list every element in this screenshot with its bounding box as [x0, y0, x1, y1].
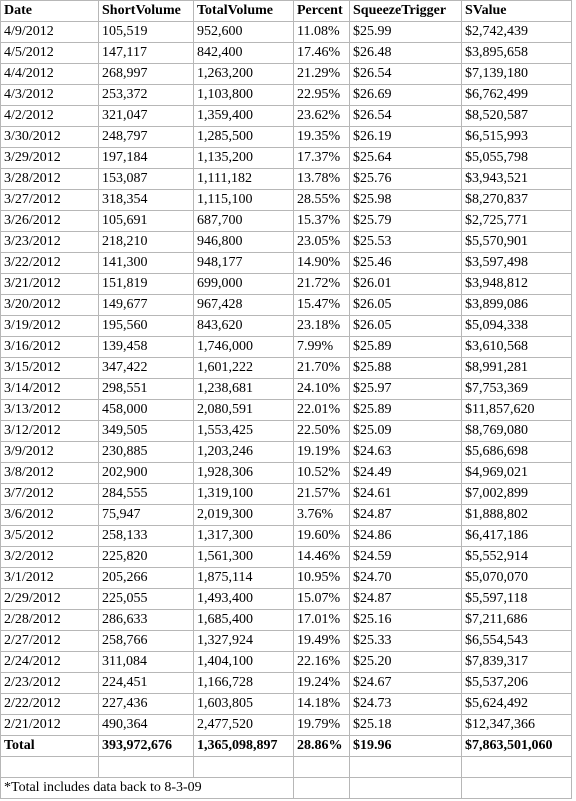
- cell-short-volume[interactable]: 318,354: [99, 190, 194, 211]
- cell-svalue[interactable]: $5,552,914: [462, 547, 572, 568]
- cell-squeeze-trigger[interactable]: $25.09: [350, 421, 462, 442]
- cell-squeeze-trigger[interactable]: $26.05: [350, 295, 462, 316]
- table-row: [1, 127, 572, 148]
- cell-squeeze-trigger[interactable]: $25.97: [350, 379, 462, 400]
- table-row: [1, 652, 572, 673]
- total-squeeze-trigger[interactable]: $19.96: [350, 736, 462, 757]
- total-percent[interactable]: 28.86%: [294, 736, 350, 757]
- cell-short-volume[interactable]: 75,947: [99, 505, 194, 526]
- table-row: [1, 526, 572, 547]
- table-row: [1, 43, 572, 64]
- cell-short-volume[interactable]: 202,900: [99, 463, 194, 484]
- cell-percent[interactable]: 28.55%: [294, 190, 350, 211]
- cell-percent[interactable]: 22.50%: [294, 421, 350, 442]
- cell-total-volume[interactable]: 1,493,400: [194, 589, 294, 610]
- cell-short-volume[interactable]: 311,084: [99, 652, 194, 673]
- cell-total-volume[interactable]: 952,600: [194, 22, 294, 43]
- table-row: [1, 400, 572, 421]
- cell-percent[interactable]: 17.37%: [294, 148, 350, 169]
- cell-short-volume[interactable]: 458,000: [99, 400, 194, 421]
- cell-percent[interactable]: 10.52%: [294, 463, 350, 484]
- cell-percent[interactable]: 24.10%: [294, 379, 350, 400]
- cell-percent[interactable]: 23.05%: [294, 232, 350, 253]
- cell-total-volume[interactable]: 1,238,681: [194, 379, 294, 400]
- cell-svalue[interactable]: $8,520,587: [462, 106, 572, 127]
- cell-percent[interactable]: 19.49%: [294, 631, 350, 652]
- cell-svalue[interactable]: $4,969,021: [462, 463, 572, 484]
- cell-squeeze-trigger[interactable]: $26.54: [350, 64, 462, 85]
- cell-percent[interactable]: 21.70%: [294, 358, 350, 379]
- table-row: [1, 316, 572, 337]
- cell-date[interactable]: 2/22/2012: [1, 694, 99, 715]
- cell-svalue[interactable]: $6,554,543: [462, 631, 572, 652]
- cell-total-volume[interactable]: 1,103,800: [194, 85, 294, 106]
- cell-squeeze-trigger[interactable]: $24.67: [350, 673, 462, 694]
- total-total-volume[interactable]: 1,365,098,897: [194, 736, 294, 757]
- cell-percent[interactable]: 22.01%: [294, 400, 350, 421]
- cell-svalue[interactable]: $5,624,492: [462, 694, 572, 715]
- table-row: [1, 673, 572, 694]
- cell-svalue[interactable]: $7,211,686: [462, 610, 572, 631]
- cell-short-volume[interactable]: 227,436: [99, 694, 194, 715]
- cell-total-volume[interactable]: 967,428: [194, 295, 294, 316]
- cell-squeeze-trigger[interactable]: $25.89: [350, 400, 462, 421]
- cell-total-volume[interactable]: 1,928,306: [194, 463, 294, 484]
- cell-date[interactable]: 4/9/2012: [1, 22, 99, 43]
- cell-total-volume[interactable]: 1,685,400: [194, 610, 294, 631]
- total-label[interactable]: Total: [1, 736, 99, 757]
- table-row: [1, 274, 572, 295]
- cell-short-volume[interactable]: 286,633: [99, 610, 194, 631]
- header-row: [1, 1, 572, 22]
- cell-squeeze-trigger[interactable]: $24.59: [350, 547, 462, 568]
- cell-date[interactable]: 2/23/2012: [1, 673, 99, 694]
- cell-date[interactable]: 4/2/2012: [1, 106, 99, 127]
- cell-percent[interactable]: 13.78%: [294, 169, 350, 190]
- cell[interactable]: [462, 778, 572, 799]
- cell-date[interactable]: 4/4/2012: [1, 64, 99, 85]
- cell-svalue[interactable]: $11,857,620: [462, 400, 572, 421]
- cell-short-volume[interactable]: 151,819: [99, 274, 194, 295]
- cell-percent[interactable]: 21.29%: [294, 64, 350, 85]
- cell-svalue[interactable]: $3,943,521: [462, 169, 572, 190]
- cell-squeeze-trigger[interactable]: $26.19: [350, 127, 462, 148]
- cell-svalue[interactable]: $6,417,186: [462, 526, 572, 547]
- cell-squeeze-trigger[interactable]: $26.69: [350, 85, 462, 106]
- cell-date[interactable]: 3/28/2012: [1, 169, 99, 190]
- cell-svalue[interactable]: $5,094,338: [462, 316, 572, 337]
- cell-svalue[interactable]: $2,725,771: [462, 211, 572, 232]
- cell-date[interactable]: 3/19/2012: [1, 316, 99, 337]
- table-row: [1, 484, 572, 505]
- header-svalue[interactable]: SValue: [462, 1, 572, 22]
- table-row: [1, 22, 572, 43]
- cell[interactable]: [99, 757, 194, 778]
- cell[interactable]: [462, 757, 572, 778]
- cell-percent[interactable]: 19.79%: [294, 715, 350, 736]
- cell-total-volume[interactable]: 699,000: [194, 274, 294, 295]
- cell-date[interactable]: 3/6/2012: [1, 505, 99, 526]
- cell-svalue[interactable]: $3,610,568: [462, 337, 572, 358]
- cell-percent[interactable]: 17.01%: [294, 610, 350, 631]
- cell-squeeze-trigger[interactable]: $26.01: [350, 274, 462, 295]
- cell-short-volume[interactable]: 258,766: [99, 631, 194, 652]
- table-row: [1, 631, 572, 652]
- cell-percent[interactable]: 15.47%: [294, 295, 350, 316]
- cell-total-volume[interactable]: 1,263,200: [194, 64, 294, 85]
- cell-percent[interactable]: 22.16%: [294, 652, 350, 673]
- cell-date[interactable]: 3/14/2012: [1, 379, 99, 400]
- cell-short-volume[interactable]: 284,555: [99, 484, 194, 505]
- cell-date[interactable]: 3/20/2012: [1, 295, 99, 316]
- table-row: [1, 85, 572, 106]
- table-row: [1, 589, 572, 610]
- cell-squeeze-trigger[interactable]: $25.20: [350, 652, 462, 673]
- cell-squeeze-trigger[interactable]: $25.16: [350, 610, 462, 631]
- cell-date[interactable]: 2/28/2012: [1, 610, 99, 631]
- footnote-row: [1, 778, 572, 799]
- table-row: [1, 442, 572, 463]
- cell-svalue[interactable]: $5,597,118: [462, 589, 572, 610]
- cell-total-volume[interactable]: 687,700: [194, 211, 294, 232]
- cell-short-volume[interactable]: 349,505: [99, 421, 194, 442]
- cell-short-volume[interactable]: 230,885: [99, 442, 194, 463]
- header-squeeze-trigger[interactable]: SqueezeTrigger: [350, 1, 462, 22]
- cell-svalue[interactable]: $3,597,498: [462, 253, 572, 274]
- cell-squeeze-trigger[interactable]: $25.18: [350, 715, 462, 736]
- header-total-volume[interactable]: TotalVolume: [194, 1, 294, 22]
- cell-squeeze-trigger[interactable]: $25.33: [350, 631, 462, 652]
- cell-squeeze-trigger[interactable]: $25.99: [350, 22, 462, 43]
- footnote[interactable]: *Total includes data back to 8-3-09: [1, 778, 294, 799]
- cell-short-volume[interactable]: 139,458: [99, 337, 194, 358]
- table-row: [1, 232, 572, 253]
- cell-percent[interactable]: 10.95%: [294, 568, 350, 589]
- table-row: [1, 295, 572, 316]
- cell-total-volume[interactable]: 1,746,000: [194, 337, 294, 358]
- cell-date[interactable]: 3/21/2012: [1, 274, 99, 295]
- table-row: [1, 148, 572, 169]
- table-body: [1, 22, 572, 736]
- cell-squeeze-trigger[interactable]: $24.86: [350, 526, 462, 547]
- cell-percent[interactable]: 23.62%: [294, 106, 350, 127]
- cell[interactable]: [194, 757, 294, 778]
- table-row: [1, 358, 572, 379]
- cell-short-volume[interactable]: 268,997: [99, 64, 194, 85]
- cell-svalue[interactable]: $5,570,901: [462, 232, 572, 253]
- cell-total-volume[interactable]: 1,285,500: [194, 127, 294, 148]
- cell-percent[interactable]: 15.07%: [294, 589, 350, 610]
- cell-total-volume[interactable]: 1,115,100: [194, 190, 294, 211]
- cell-total-volume[interactable]: 2,080,591: [194, 400, 294, 421]
- cell-svalue[interactable]: $6,515,993: [462, 127, 572, 148]
- cell-svalue[interactable]: $7,839,317: [462, 652, 572, 673]
- total-svalue[interactable]: $7,863,501,060: [462, 736, 572, 757]
- cell-total-volume[interactable]: 2,477,520: [194, 715, 294, 736]
- cell-short-volume[interactable]: 147,117: [99, 43, 194, 64]
- cell-short-volume[interactable]: 218,210: [99, 232, 194, 253]
- cell-percent[interactable]: 21.72%: [294, 274, 350, 295]
- cell-percent[interactable]: 3.76%: [294, 505, 350, 526]
- cell-total-volume[interactable]: 1,319,100: [194, 484, 294, 505]
- cell-total-volume[interactable]: 1,317,300: [194, 526, 294, 547]
- table-row: [1, 379, 572, 400]
- cell-short-volume[interactable]: 225,820: [99, 547, 194, 568]
- cell-date[interactable]: 4/5/2012: [1, 43, 99, 64]
- cell-svalue[interactable]: $3,899,086: [462, 295, 572, 316]
- header-date[interactable]: Date: [1, 1, 99, 22]
- cell-squeeze-trigger[interactable]: $25.89: [350, 337, 462, 358]
- cell-svalue[interactable]: $8,270,837: [462, 190, 572, 211]
- cell-short-volume[interactable]: 141,300: [99, 253, 194, 274]
- cell-squeeze-trigger[interactable]: $25.64: [350, 148, 462, 169]
- cell-date[interactable]: 3/2/2012: [1, 547, 99, 568]
- cell-svalue[interactable]: $12,347,366: [462, 715, 572, 736]
- cell-short-volume[interactable]: 258,133: [99, 526, 194, 547]
- cell-squeeze-trigger[interactable]: $25.53: [350, 232, 462, 253]
- cell-short-volume[interactable]: 347,422: [99, 358, 194, 379]
- cell-total-volume[interactable]: 1,166,728: [194, 673, 294, 694]
- cell-svalue[interactable]: $6,762,499: [462, 85, 572, 106]
- cell-short-volume[interactable]: 224,451: [99, 673, 194, 694]
- cell-squeeze-trigger[interactable]: $25.79: [350, 211, 462, 232]
- cell-short-volume[interactable]: 253,372: [99, 85, 194, 106]
- cell-total-volume[interactable]: 842,400: [194, 43, 294, 64]
- cell-squeeze-trigger[interactable]: $25.88: [350, 358, 462, 379]
- cell-short-volume[interactable]: 195,560: [99, 316, 194, 337]
- table-row: [1, 463, 572, 484]
- cell-total-volume[interactable]: 1,603,805: [194, 694, 294, 715]
- cell-date[interactable]: 3/12/2012: [1, 421, 99, 442]
- cell-svalue[interactable]: $2,742,439: [462, 22, 572, 43]
- cell-date[interactable]: 4/3/2012: [1, 85, 99, 106]
- cell-percent[interactable]: 15.37%: [294, 211, 350, 232]
- table-row: [1, 568, 572, 589]
- cell-date[interactable]: 3/26/2012: [1, 211, 99, 232]
- cell-total-volume[interactable]: 1,601,222: [194, 358, 294, 379]
- cell-total-volume[interactable]: 2,019,300: [194, 505, 294, 526]
- cell-date[interactable]: 3/29/2012: [1, 148, 99, 169]
- table-row: [1, 421, 572, 442]
- cell-svalue[interactable]: $8,769,080: [462, 421, 572, 442]
- cell-squeeze-trigger[interactable]: $24.63: [350, 442, 462, 463]
- cell-squeeze-trigger[interactable]: $25.76: [350, 169, 462, 190]
- cell-date[interactable]: 3/16/2012: [1, 337, 99, 358]
- cell-svalue[interactable]: $5,537,206: [462, 673, 572, 694]
- cell-percent[interactable]: 7.99%: [294, 337, 350, 358]
- cell-total-volume[interactable]: 1,111,182: [194, 169, 294, 190]
- cell[interactable]: [294, 757, 350, 778]
- cell-svalue[interactable]: $7,753,369: [462, 379, 572, 400]
- cell[interactable]: [294, 778, 350, 799]
- cell-short-volume[interactable]: 248,797: [99, 127, 194, 148]
- table-row: [1, 610, 572, 631]
- table-row: [1, 715, 572, 736]
- cell-short-volume[interactable]: 149,677: [99, 295, 194, 316]
- cell-percent[interactable]: 22.95%: [294, 85, 350, 106]
- cell-short-volume[interactable]: 105,691: [99, 211, 194, 232]
- cell-total-volume[interactable]: 1,875,114: [194, 568, 294, 589]
- table-row: [1, 337, 572, 358]
- cell-svalue[interactable]: $5,686,698: [462, 442, 572, 463]
- cell-squeeze-trigger[interactable]: $24.87: [350, 589, 462, 610]
- cell-squeeze-trigger[interactable]: $24.87: [350, 505, 462, 526]
- cell-squeeze-trigger[interactable]: $26.05: [350, 316, 462, 337]
- table-row: [1, 694, 572, 715]
- cell-date[interactable]: 3/5/2012: [1, 526, 99, 547]
- cell-date[interactable]: 2/24/2012: [1, 652, 99, 673]
- cell-percent[interactable]: 11.08%: [294, 22, 350, 43]
- cell-squeeze-trigger[interactable]: $24.73: [350, 694, 462, 715]
- total-short-volume[interactable]: 393,972,676: [99, 736, 194, 757]
- cell-short-volume[interactable]: 153,087: [99, 169, 194, 190]
- cell-svalue[interactable]: $3,895,658: [462, 43, 572, 64]
- cell-short-volume[interactable]: 321,047: [99, 106, 194, 127]
- cell-short-volume[interactable]: 225,055: [99, 589, 194, 610]
- table-row: [1, 253, 572, 274]
- cell-svalue[interactable]: $3,948,812: [462, 274, 572, 295]
- cell-date[interactable]: 2/29/2012: [1, 589, 99, 610]
- cell-squeeze-trigger[interactable]: $24.70: [350, 568, 462, 589]
- cell-percent[interactable]: 14.18%: [294, 694, 350, 715]
- cell-date[interactable]: 3/1/2012: [1, 568, 99, 589]
- cell-svalue[interactable]: $7,002,899: [462, 484, 572, 505]
- cell-total-volume[interactable]: 1,327,924: [194, 631, 294, 652]
- cell-squeeze-trigger[interactable]: $25.98: [350, 190, 462, 211]
- cell-percent[interactable]: 14.46%: [294, 547, 350, 568]
- cell-date[interactable]: 3/7/2012: [1, 484, 99, 505]
- cell-date[interactable]: 3/9/2012: [1, 442, 99, 463]
- cell-total-volume[interactable]: 1,561,300: [194, 547, 294, 568]
- table-row: [1, 64, 572, 85]
- header-short-volume[interactable]: ShortVolume: [99, 1, 194, 22]
- cell[interactable]: [350, 778, 462, 799]
- cell-date[interactable]: 3/15/2012: [1, 358, 99, 379]
- cell-percent[interactable]: 19.19%: [294, 442, 350, 463]
- cell-percent[interactable]: 19.60%: [294, 526, 350, 547]
- cell-squeeze-trigger[interactable]: $24.49: [350, 463, 462, 484]
- header-percent[interactable]: Percent: [294, 1, 350, 22]
- table-row: [1, 106, 572, 127]
- table-row: [1, 190, 572, 211]
- total-row: [1, 736, 572, 757]
- cell-total-volume[interactable]: 1,553,425: [194, 421, 294, 442]
- table-row: [1, 505, 572, 526]
- table-row: [1, 169, 572, 190]
- cell-squeeze-trigger[interactable]: $24.61: [350, 484, 462, 505]
- cell-total-volume[interactable]: 843,620: [194, 316, 294, 337]
- cell-short-volume[interactable]: 490,364: [99, 715, 194, 736]
- cell-date[interactable]: 3/8/2012: [1, 463, 99, 484]
- cell-total-volume[interactable]: 946,800: [194, 232, 294, 253]
- cell-short-volume[interactable]: 105,519: [99, 22, 194, 43]
- cell-percent[interactable]: 17.46%: [294, 43, 350, 64]
- cell-squeeze-trigger[interactable]: $26.48: [350, 43, 462, 64]
- cell-total-volume[interactable]: 948,177: [194, 253, 294, 274]
- cell[interactable]: [1, 757, 99, 778]
- cell-percent[interactable]: 21.57%: [294, 484, 350, 505]
- cell-total-volume[interactable]: 1,404,100: [194, 652, 294, 673]
- cell-percent[interactable]: 23.18%: [294, 316, 350, 337]
- cell-date[interactable]: 2/21/2012: [1, 715, 99, 736]
- cell-short-volume[interactable]: 197,184: [99, 148, 194, 169]
- cell-date[interactable]: 3/30/2012: [1, 127, 99, 148]
- cell-short-volume[interactable]: 205,266: [99, 568, 194, 589]
- cell-svalue[interactable]: $5,055,798: [462, 148, 572, 169]
- cell-date[interactable]: 3/27/2012: [1, 190, 99, 211]
- cell-total-volume[interactable]: 1,135,200: [194, 148, 294, 169]
- cell-percent[interactable]: 19.35%: [294, 127, 350, 148]
- table-row: [1, 547, 572, 568]
- cell-percent[interactable]: 14.90%: [294, 253, 350, 274]
- cell[interactable]: [350, 757, 462, 778]
- cell-date[interactable]: 2/27/2012: [1, 631, 99, 652]
- table-row: [1, 211, 572, 232]
- cell-date[interactable]: 3/22/2012: [1, 253, 99, 274]
- cell-short-volume[interactable]: 298,551: [99, 379, 194, 400]
- cell-svalue[interactable]: $7,139,180: [462, 64, 572, 85]
- cell-total-volume[interactable]: 1,203,246: [194, 442, 294, 463]
- cell-svalue[interactable]: $8,991,281: [462, 358, 572, 379]
- cell-svalue[interactable]: $1,888,802: [462, 505, 572, 526]
- cell-svalue[interactable]: $5,070,070: [462, 568, 572, 589]
- cell-date[interactable]: 3/23/2012: [1, 232, 99, 253]
- cell-squeeze-trigger[interactable]: $26.54: [350, 106, 462, 127]
- cell-squeeze-trigger[interactable]: $25.46: [350, 253, 462, 274]
- blank-row: [1, 757, 572, 778]
- cell-percent[interactable]: 19.24%: [294, 673, 350, 694]
- cell-total-volume[interactable]: 1,359,400: [194, 106, 294, 127]
- cell-date[interactable]: 3/13/2012: [1, 400, 99, 421]
